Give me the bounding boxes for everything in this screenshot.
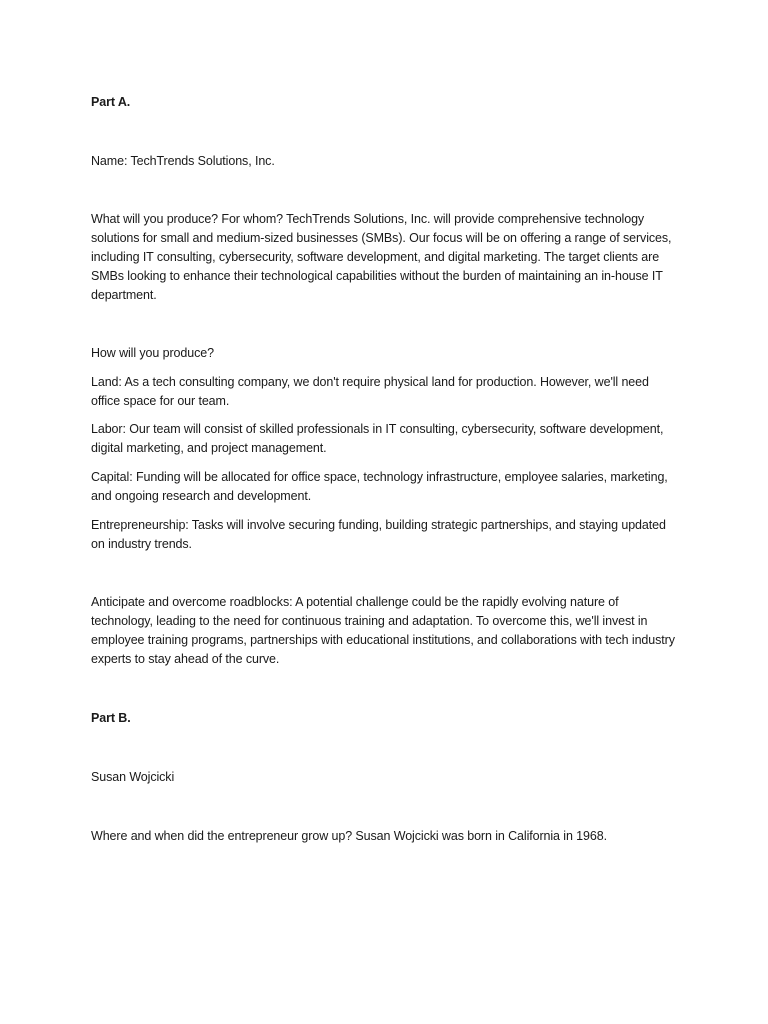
produce-paragraph: What will you produce? For whom? TechTrends Solutions, Inc. will provide comprehensive technology solutions for small and medium-sized businesses (SMBs). Our focus will be on offering a range of services, including IT consulting, cybersecurity, software development, and digital marketing. The target clients are SMBs looking to enhance their technological capabilities without the burden of maintaining an in-house IT department. bbox=[91, 212, 672, 302]
company-name-line: Name: TechTrends Solutions, Inc. bbox=[91, 154, 275, 168]
entrepreneurship-paragraph: Entrepreneurship: Tasks will involve securing funding, building strategic partnerships, and staying updated on industry trends. bbox=[91, 518, 666, 551]
capital-paragraph: Capital: Funding will be allocated for office space, technology infrastructure, employee salaries, marketing, and ongoing research and development. bbox=[91, 470, 668, 503]
labor-paragraph: Labor: Our team will consist of skilled professionals in IT consulting, cybersecurity, software development, digital marketing, and project management. bbox=[91, 422, 664, 455]
grow-up-paragraph: Where and when did the entrepreneur grow up? Susan Wojcicki was born in California in 1968. bbox=[91, 829, 607, 843]
how-produce-question: How will you produce? bbox=[91, 346, 214, 360]
entrepreneur-name: Susan Wojcicki bbox=[91, 770, 175, 784]
roadblocks-paragraph: Anticipate and overcome roadblocks: A potential challenge could be the rapidly evolving nature of technology, leading to the need for continuous training and adaptation. To overcome this, we'll invest in employee training programs, partnerships with educational institutions, and collaborations with tech industry experts to stay ahead of the curve. bbox=[91, 595, 675, 666]
land-paragraph: Land: As a tech consulting company, we don't require physical land for production. However, we'll need office space for our team. bbox=[91, 375, 649, 408]
part-a-heading: Part A. bbox=[91, 95, 131, 109]
part-b-heading: Part B. bbox=[91, 711, 131, 725]
